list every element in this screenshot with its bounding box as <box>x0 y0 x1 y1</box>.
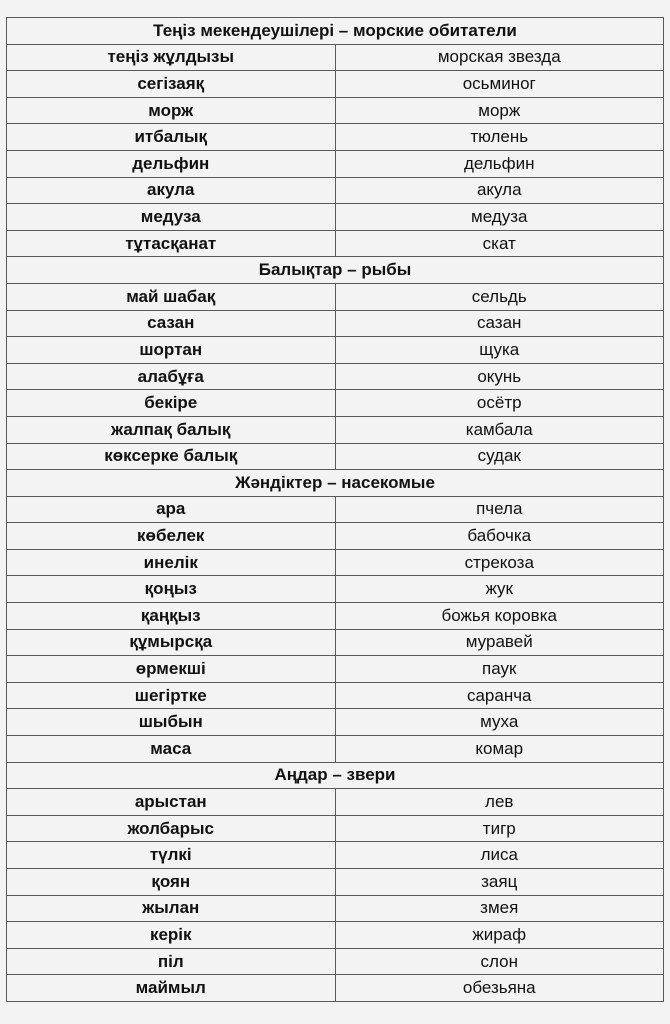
kazakh-word: медуза <box>7 204 336 231</box>
table-row <box>7 895 664 922</box>
kazakh-word: теңіз жұлдызы <box>7 44 336 71</box>
table-row <box>7 948 664 975</box>
kazakh-word: тұтасқанат <box>7 230 336 257</box>
table-row <box>7 975 664 1002</box>
kazakh-word: май шабақ <box>7 283 336 310</box>
table-row <box>7 549 664 576</box>
russian-word: скат <box>335 230 664 257</box>
russian-word: судак <box>335 443 664 470</box>
russian-word: медуза <box>335 204 664 231</box>
section-header-row <box>7 470 664 497</box>
russian-word: паук <box>335 656 664 683</box>
table-row <box>7 815 664 842</box>
table-row <box>7 443 664 470</box>
russian-word: окунь <box>335 363 664 390</box>
russian-word: акула <box>335 177 664 204</box>
kazakh-word: сегізаяқ <box>7 71 336 98</box>
kazakh-word: ара <box>7 496 336 523</box>
table-row <box>7 150 664 177</box>
kazakh-word: түлкі <box>7 842 336 869</box>
kazakh-word: сазан <box>7 310 336 337</box>
table-row <box>7 656 664 683</box>
table-row <box>7 869 664 896</box>
table-row <box>7 337 664 364</box>
section-title: Жәндіктер – насекомые <box>7 470 664 497</box>
kazakh-word: алабұға <box>7 363 336 390</box>
kazakh-word: қоңыз <box>7 576 336 603</box>
table-row <box>7 603 664 630</box>
table-row <box>7 124 664 151</box>
table-row <box>7 416 664 443</box>
kazakh-word: арыстан <box>7 789 336 816</box>
russian-word: заяц <box>335 869 664 896</box>
kazakh-word: қаңқыз <box>7 603 336 630</box>
russian-word: щука <box>335 337 664 364</box>
section-title: Теңіз мекендеушілері – морские обитатели <box>7 18 664 45</box>
russian-word: тюлень <box>335 124 664 151</box>
kazakh-word: керік <box>7 922 336 949</box>
russian-word: дельфин <box>335 150 664 177</box>
russian-word: лев <box>335 789 664 816</box>
table-row <box>7 736 664 763</box>
kazakh-word: піл <box>7 948 336 975</box>
table-row <box>7 177 664 204</box>
kazakh-word: өрмекші <box>7 656 336 683</box>
russian-word: тигр <box>335 815 664 842</box>
section-header-row <box>7 257 664 284</box>
russian-word: муравей <box>335 629 664 656</box>
russian-word: сазан <box>335 310 664 337</box>
table-row <box>7 709 664 736</box>
russian-word: стрекоза <box>335 549 664 576</box>
table-row <box>7 310 664 337</box>
kazakh-word: морж <box>7 97 336 124</box>
table-row <box>7 922 664 949</box>
russian-word: жук <box>335 576 664 603</box>
table-row <box>7 97 664 124</box>
kazakh-word: шегіртке <box>7 682 336 709</box>
russian-word: бабочка <box>335 523 664 550</box>
russian-word: змея <box>335 895 664 922</box>
kazakh-word: көбелек <box>7 523 336 550</box>
section-header-row <box>7 18 664 45</box>
russian-word: лиса <box>335 842 664 869</box>
section-title: Аңдар – звери <box>7 762 664 789</box>
table-row <box>7 44 664 71</box>
table-row <box>7 523 664 550</box>
table-row <box>7 230 664 257</box>
kazakh-word: акула <box>7 177 336 204</box>
table-row <box>7 363 664 390</box>
russian-word: муха <box>335 709 664 736</box>
section-header-row <box>7 762 664 789</box>
kazakh-word: көксерке балық <box>7 443 336 470</box>
table-row <box>7 629 664 656</box>
russian-word: сельдь <box>335 283 664 310</box>
russian-word: камбала <box>335 416 664 443</box>
table-row <box>7 842 664 869</box>
kazakh-word: бекіре <box>7 390 336 417</box>
vocabulary-table-body <box>7 18 664 1002</box>
vocabulary-table <box>6 17 664 1002</box>
kazakh-word: құмырсқа <box>7 629 336 656</box>
russian-word: жираф <box>335 922 664 949</box>
russian-word: осьминог <box>335 71 664 98</box>
russian-word: обезьяна <box>335 975 664 1002</box>
kazakh-word: жылан <box>7 895 336 922</box>
table-row <box>7 496 664 523</box>
kazakh-word: маймыл <box>7 975 336 1002</box>
russian-word: пчела <box>335 496 664 523</box>
kazakh-word: шыбын <box>7 709 336 736</box>
table-row <box>7 283 664 310</box>
kazakh-word: инелік <box>7 549 336 576</box>
table-row <box>7 682 664 709</box>
kazakh-word: жолбарыс <box>7 815 336 842</box>
russian-word: морж <box>335 97 664 124</box>
kazakh-word: жалпақ балық <box>7 416 336 443</box>
table-row <box>7 789 664 816</box>
section-title: Балықтар – рыбы <box>7 257 664 284</box>
table-row <box>7 576 664 603</box>
table-row <box>7 71 664 98</box>
table-row <box>7 390 664 417</box>
russian-word: морская звезда <box>335 44 664 71</box>
table-row <box>7 204 664 231</box>
russian-word: слон <box>335 948 664 975</box>
russian-word: божья коровка <box>335 603 664 630</box>
russian-word: комар <box>335 736 664 763</box>
kazakh-word: итбалық <box>7 124 336 151</box>
kazakh-word: шортан <box>7 337 336 364</box>
kazakh-word: маса <box>7 736 336 763</box>
russian-word: саранча <box>335 682 664 709</box>
russian-word: осётр <box>335 390 664 417</box>
kazakh-word: дельфин <box>7 150 336 177</box>
kazakh-word: қоян <box>7 869 336 896</box>
